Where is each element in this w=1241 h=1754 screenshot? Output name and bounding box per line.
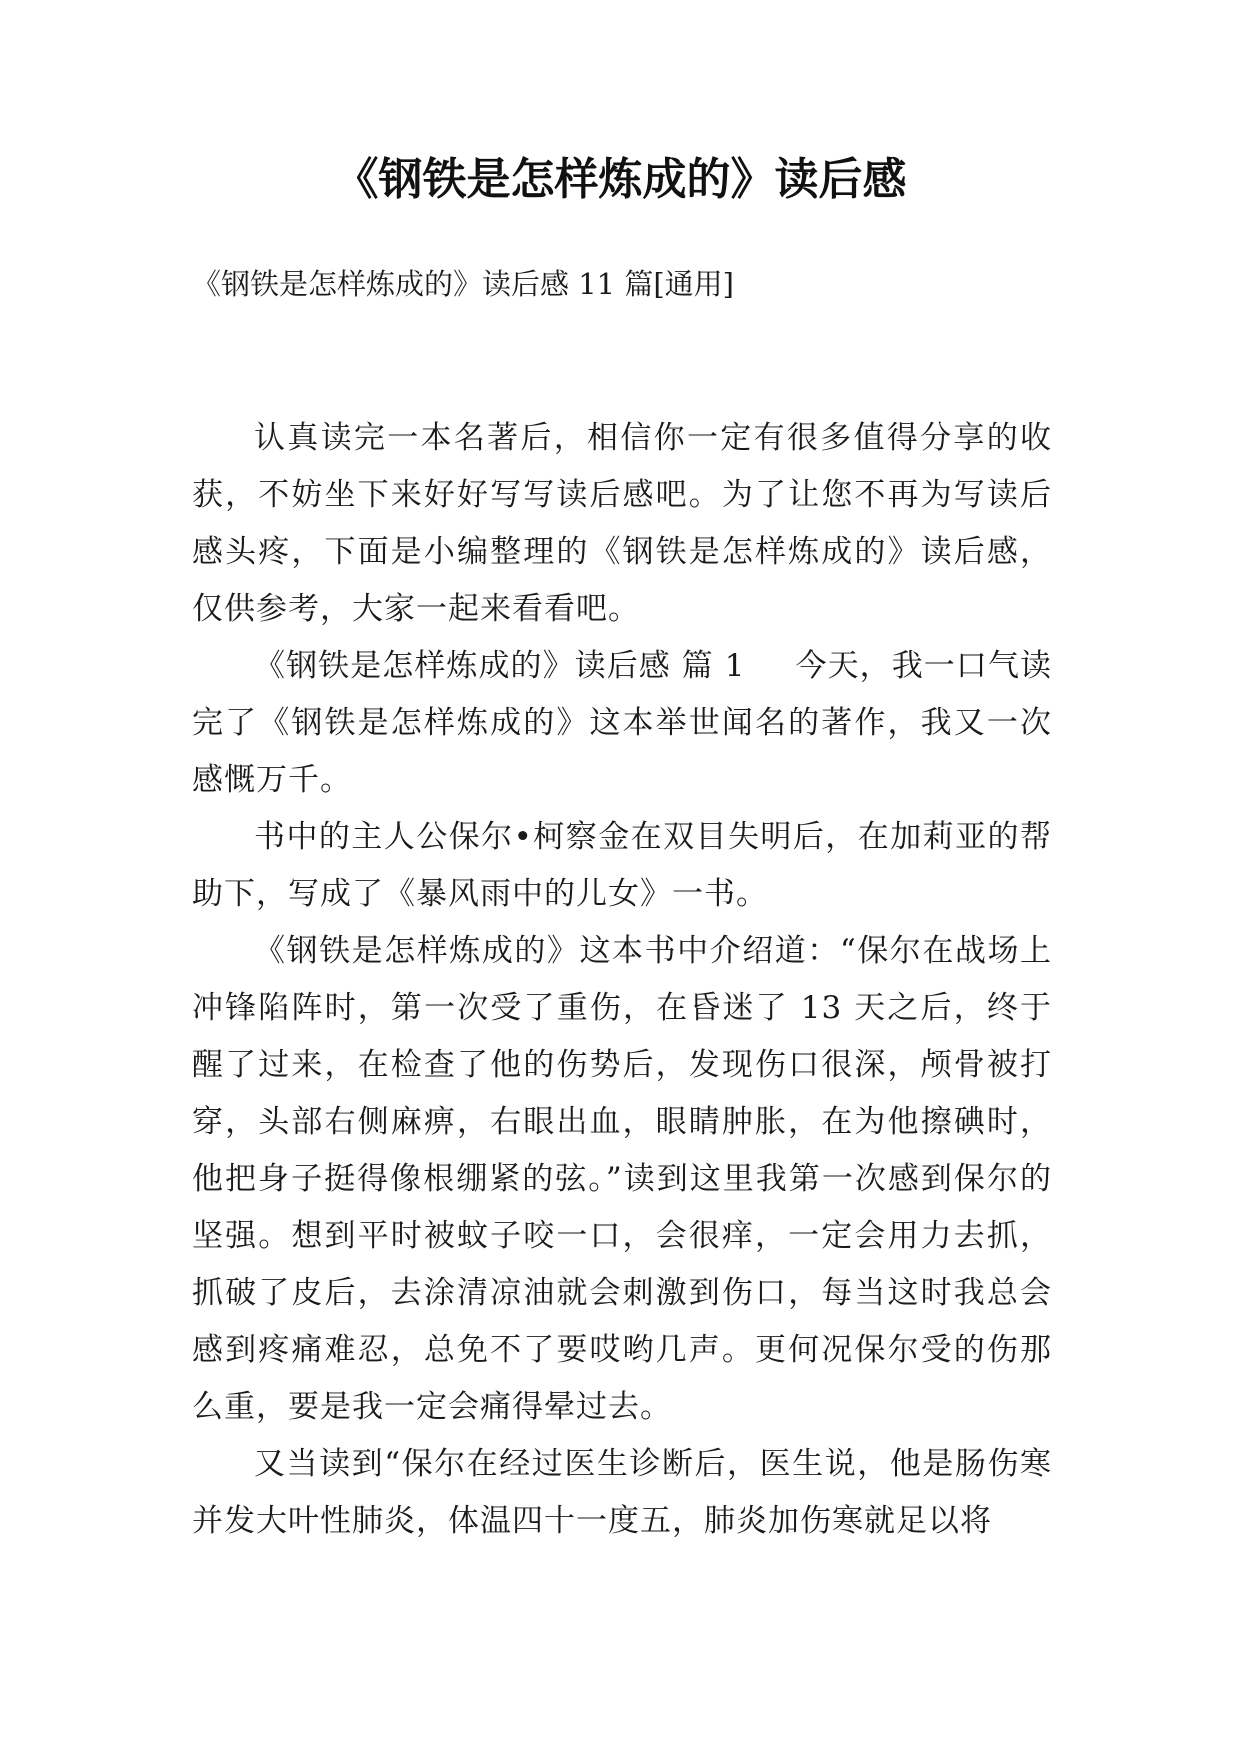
body-paragraph: 书中的主人公保尔•柯察金在双目失明后，在加莉亚的帮助下，写成了《暴风雨中的儿女》一书。 bbox=[192, 819, 1052, 912]
document-body bbox=[192, 410, 1052, 1550]
body-paragraph: 《钢铁是怎样炼成的》这本书中介绍道：“保尔在战场上冲锋陷阵时，第一次受了重伤，在昏迷了 13 天之后，终于醒了过来，在检查了他的伤势后，发现伤口很深，颅骨被打穿，头部右侧麻痹，右眼出血，眼睛肿胀，在为他擦碘时，他把身子挺得像根绷紧的弦。”读到这里我第一次感到保尔的坚强。想到平时被蚊子咬一口，会很痒，一定会用力去抓，抓破了皮后，去涂清凉油就会刺激到伤口，每当这时我总会感到疼痛难忍，总免不了要哎哟几声。更何况保尔受的伤那么重，要是我一定会痛得晕过去。 bbox=[192, 933, 1052, 1425]
section-1-heading: 《钢铁是怎样炼成的》读后感 篇 1 bbox=[254, 648, 746, 684]
body-paragraph: 又当读到“保尔在经过医生诊断后，医生说，他是肠伤寒并发大叶性肺炎，体温四十一度五，肺炎加伤寒就足以将 bbox=[192, 1446, 1052, 1539]
section-1-paragraph bbox=[192, 638, 1052, 809]
intro-paragraph: 认真读完一本名著后，相信你一定有很多值得分享的收获，不妨坐下来好好写写读后感吧。为了让您不再为写读后感头疼，下面是小编整理的《钢铁是怎样炼成的》读后感，仅供参考，大家一起来看看吧。 bbox=[192, 420, 1052, 627]
section-1-lead: 今天，我一口气读完了《钢铁是怎样炼成的》这本举世闻名的著作，我又一次感慨万千。 bbox=[192, 648, 1053, 798]
document-subtitle: 《钢铁是怎样炼成的》读后感 11 篇[通用] bbox=[192, 267, 734, 301]
document-title: 《钢铁是怎样炼成的》读后感 bbox=[334, 154, 907, 205]
